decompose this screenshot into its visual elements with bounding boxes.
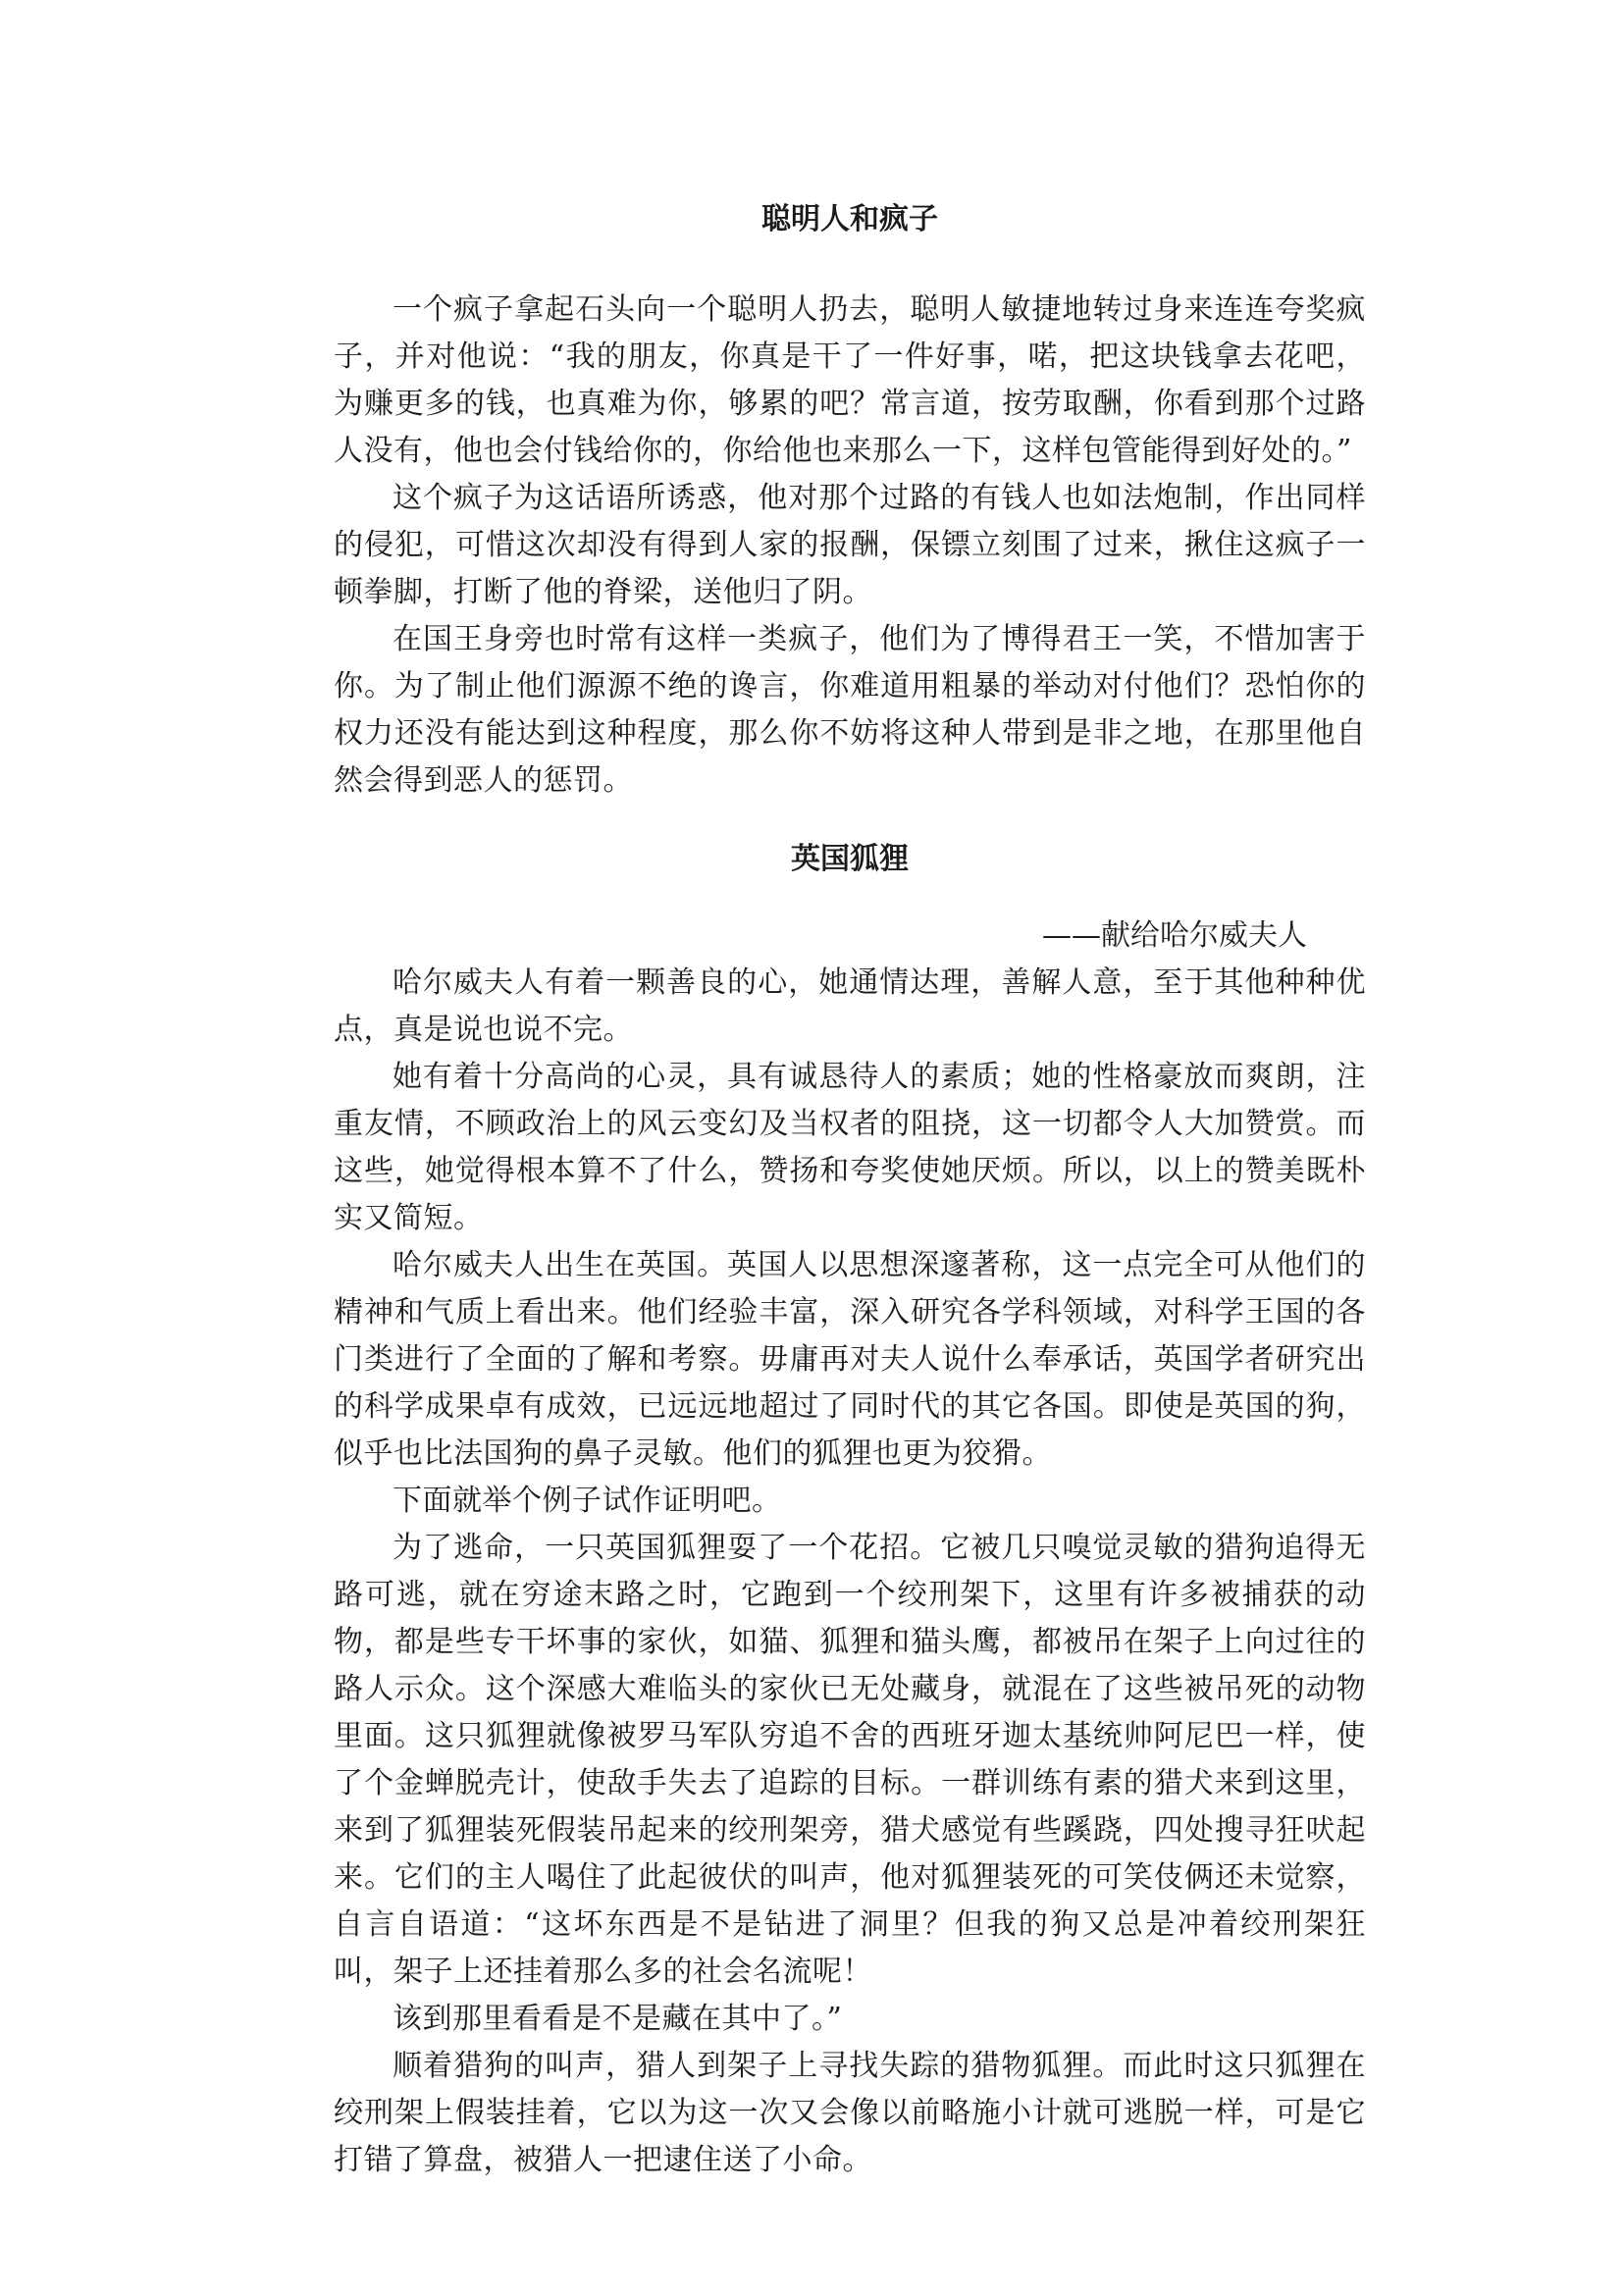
title-spacer bbox=[334, 243, 1366, 287]
story-title: 聪明人和疯子 bbox=[761, 202, 938, 236]
story-paragraph: 该到那里看看是不是藏在其中了。” bbox=[393, 2002, 843, 2036]
story-paragraph: 她有着十分高尚的心灵，具有诚恳待人的素质；她的性格豪放而爽朗，注重友情，不顾政治上的风云变幻及当权者的阻挠，这一切都令人大加赞赏。而这些，她觉得根本算不了什么，赞扬和夸奖使她厌烦。所以，以上的赞美既朴实又简短。 bbox=[334, 1060, 1366, 1235]
story-paragraph: 这个疯子为这话语所诱惑，他对那个过路的有钱人也如法炮制，作出同样的侵犯，可惜这次却没有得到人家的报酬，保镖立刻围了过来，揪住这疯子一顿拳脚，打断了他的脊梁，送他归了阴。 bbox=[334, 481, 1366, 609]
story-paragraph: 顺着猎狗的叫声，猎人到架子上寻找失踪的猎物狐狸。而此时这只狐狸在绞刑架上假装挂着，它以为这一次又会像以前略施小计就可逃脱一样，可是它打错了算盘，被猎人一把逮住送了小命。 bbox=[334, 2049, 1366, 2177]
story-english-fox bbox=[334, 836, 1366, 2184]
story-paragraph: 一个疯子拿起石头向一个聪明人扔去，聪明人敏捷地转过身来连连夸奖疯子，并对他说：“我的朋友，你真是干了一件好事，喏，把这块钱拿去花吧，为赚更多的钱，也真难为你，够累的吧？常言道，按劳取酬，你看到那个过路人没有，他也会付钱给你的，你给他也来那么一下，这样包管能得到好处的。” bbox=[334, 292, 1366, 468]
title-spacer bbox=[334, 883, 1366, 912]
story-paragraph: 哈尔威夫人有着一颗善良的心，她通情达理，善解人意，至于其他种种优点，真是说也说不完。 bbox=[334, 965, 1366, 1047]
story-paragraph: 在国王身旁也时常有这样一类疯子，他们为了博得君王一笑，不惜加害于你。为了制止他们源源不绝的谗言，你难道用粗暴的举动对付他们？恐怕你的权力还没有能达到这种程度，那么你不妨将这种人带到是非之地，在那里他自然会得到恶人的惩罚。 bbox=[334, 622, 1366, 798]
dedication: ——献给哈尔威夫人 bbox=[1042, 918, 1307, 953]
story-title: 英国狐狸 bbox=[791, 842, 909, 876]
story-paragraph: 哈尔威夫人出生在英国。英国人以思想深邃著称，这一点完全可从他们的精神和气质上看出来。他们经验丰富，深入研究各学科领域，对科学王国的各门类进行了全面的了解和考察。毋庸再对夫人说什么奉承话，英国学者研究出的科学成果卓有成效，已远远地超过了同时代的其它各国。即使是英国的狗，似乎也比法国狗的鼻子灵敏。他们的狐狸也更为狡猾。 bbox=[334, 1248, 1366, 1471]
story-clever-man-and-madman bbox=[334, 196, 1366, 805]
story-paragraph: 为了逃命，一只英国狐狸耍了一个花招。它被几只嗅觉灵敏的猎狗追得无路可逃，就在穷途末路之时，它跑到一个绞刑架下，这里有许多被捕获的动物，都是些专干坏事的家伙，如猫、狐狸和猫头鹰，都被吊在架子上向过往的路人示众。这个深感大难临头的家伙已无处藏身，就混在了这些被吊死的动物里面。这只狐狸就像被罗马军队穷追不舍的西班牙迦太基统帅阿尼巴一样，使了个金蝉脱壳计，使敌手失去了追踪的目标。一群训练有素的猎犬来到这里，来到了狐狸装死假装吊起来的绞刑架旁，猎犬感觉有些蹊跷，四处搜寻狂吠起来。它们的主人喝住了此起彼伏的叫声，他对狐狸装死的可笑伎俩还未觉察，自言自语道：“这坏东西是不是钻进了洞里？但我的狗又总是冲着绞刑架狂叫，架子上还挂着那么多的社会名流呢！ bbox=[334, 1531, 1366, 1989]
story-paragraph: 下面就举个例子试作证明吧。 bbox=[393, 1484, 782, 1518]
